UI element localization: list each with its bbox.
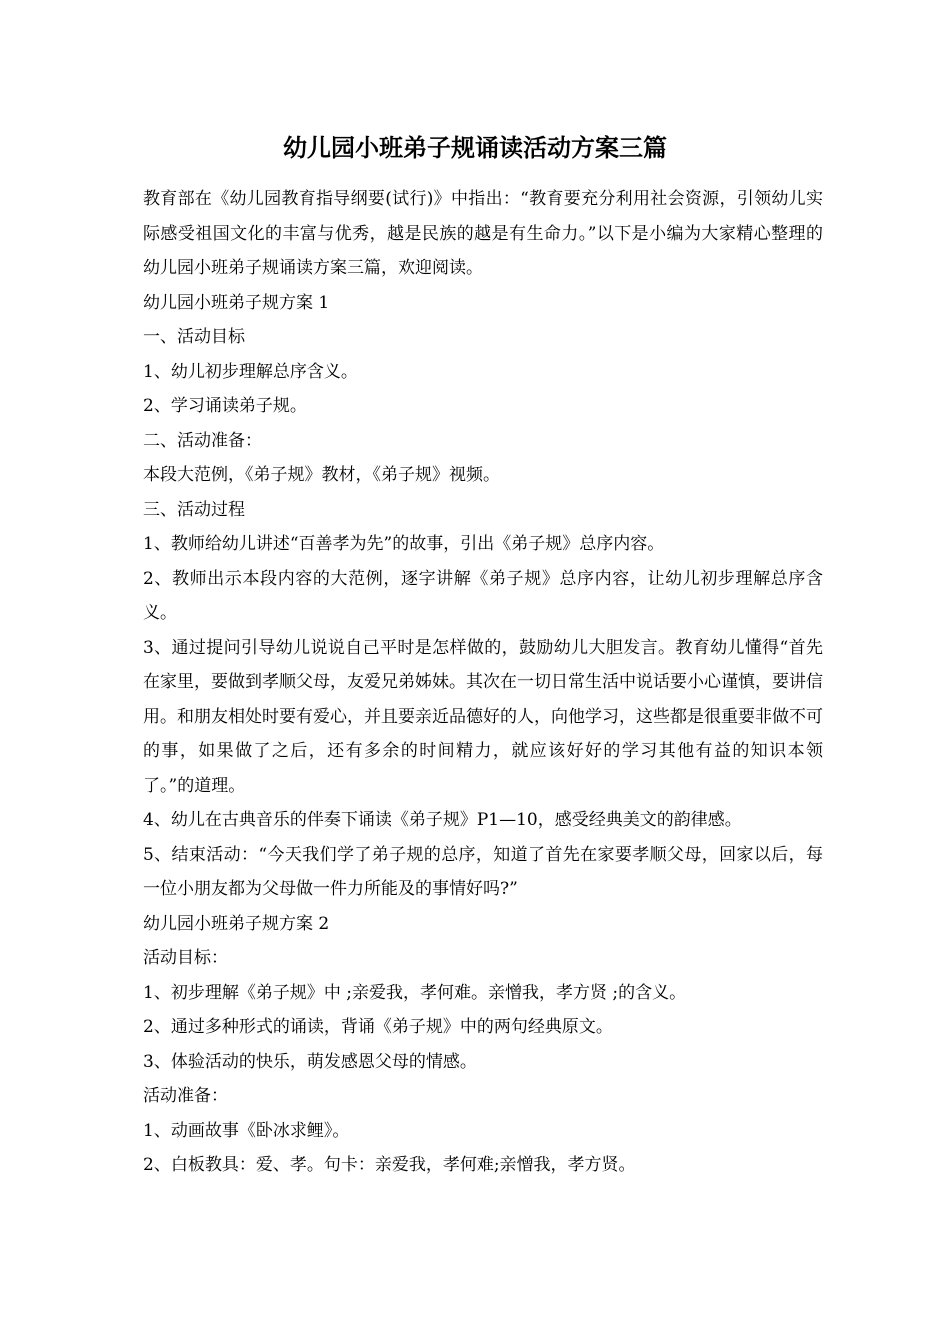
list-item: 3、通过提问引导幼儿说说自己平时是怎样做的，鼓励幼儿大胆发言。教育幼儿懂得“首先在家里，要做到孝顺父母，友爱兄弟姊妹。其次在一切日常生活中说话要小心谨慎，要讲信用。和朋友相处时要有爱心，并且要亲近品德好的人，向他学习，这些都是很重要非做不可的事，如果做了之后，还有多余的时间精力，就应该好好的学习其他有益的知识本领了。”的道理。 — [143, 637, 823, 796]
intro-paragraph: 教育部在《幼儿园教育指导纲要(试行)》中指出：“教育要充分利用社会资源，引领幼儿实际感受祖国文化的丰富与优秀，越是民族的越是有生命力。”以下是小编为大家精心整理的幼儿园小班弟子规诵读方案三篇，欢迎阅读。 — [143, 189, 823, 278]
subheading-activity-goals: 活动目标： — [143, 948, 228, 968]
list-item: 1、初步理解《弟子规》中 ;亲爱我，孝何难。亲憎我，孝方贤 ;的含义。 — [143, 982, 687, 1003]
list-item: 2、白板教具：爱、孝。句卡：亲爱我，孝何难;亲憎我，孝方贤。 — [143, 1155, 636, 1175]
list-item: 3、体验活动的快乐，萌发感恩父母的情感。 — [143, 1051, 477, 1072]
list-item: 1、动画故事《卧冰求鲤》。 — [143, 1120, 350, 1141]
subheading-activity-goals: 一、活动目标 — [143, 327, 245, 347]
paragraph: 本段大范例，《弟子规》教材，《弟子规》视频。 — [143, 465, 500, 485]
subheading-activity-preparation: 二、活动准备： — [143, 430, 262, 451]
section-heading-plan-1: 幼儿园小班弟子规方案 1 — [143, 292, 330, 313]
list-item: 1、教师给幼儿讲述“百善孝为先”的故事，引出《弟子规》总序内容。 — [143, 534, 665, 554]
list-item: 2、教师出示本段内容的大范例，逐字讲解《弟子规》总序内容，让幼儿初步理解总序含义。 — [143, 568, 823, 623]
document-title: 幼儿园小班弟子规诵读活动方案三篇 — [283, 133, 667, 162]
document-body — [143, 182, 823, 1183]
list-item: 1、幼儿初步理解总序含义。 — [143, 361, 358, 382]
list-item: 4、幼儿在古典音乐的伴奏下诵读《弟子规》P1—10，感受经典美文的韵律感。 — [143, 810, 742, 830]
list-item: 2、学习诵读弟子规。 — [143, 396, 307, 416]
list-item: 2、通过多种形式的诵读，背诵《弟子规》中的两句经典原文。 — [143, 1017, 613, 1037]
subheading-activity-preparation: 活动准备： — [143, 1086, 228, 1106]
section-heading-plan-2: 幼儿园小班弟子规方案 2 — [143, 913, 330, 934]
subheading-activity-process: 三、活动过程 — [143, 499, 245, 520]
list-item: 5、结束活动：“今天我们学了弟子规的总序，知道了首先在家要孝顺父母，回家以后，每一位小朋友都为父母做一件力所能及的事情好吗?” — [143, 844, 823, 899]
